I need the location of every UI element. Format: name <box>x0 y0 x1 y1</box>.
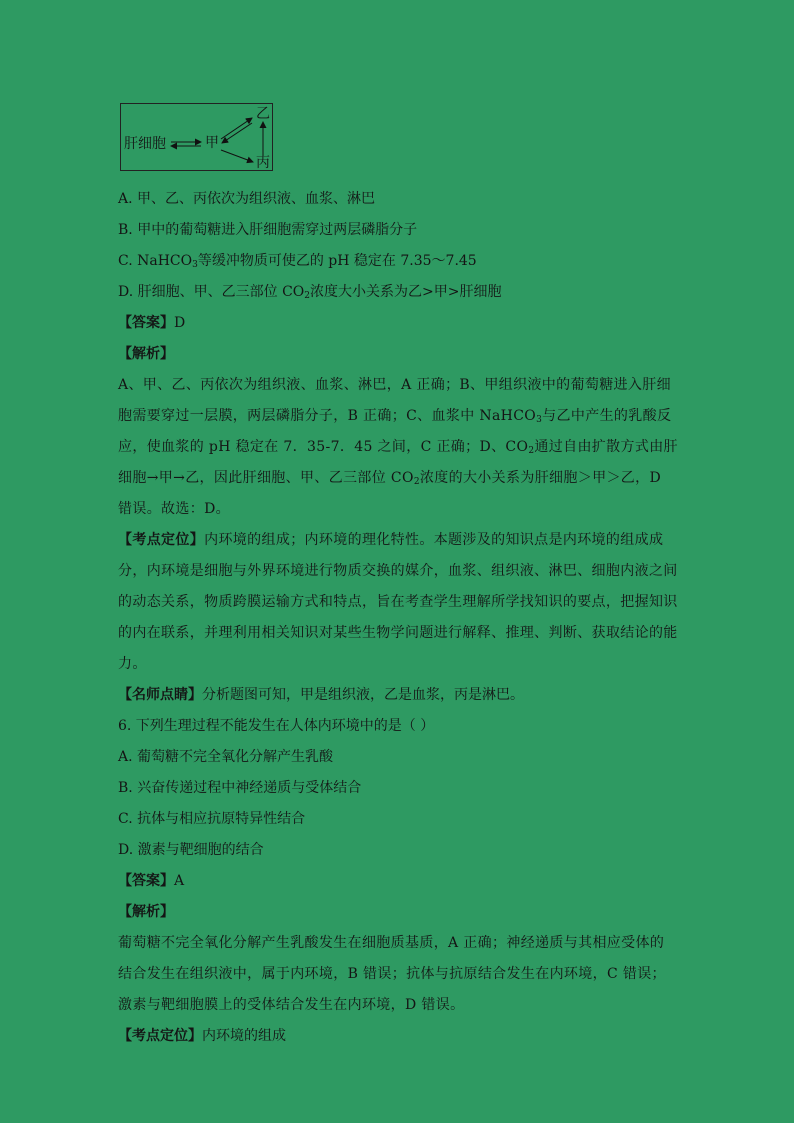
q5-mingshi-tag: 【名师点睛】 <box>118 687 202 703</box>
q6-answer-tag: 【答案】 <box>118 873 174 889</box>
q6-option-d: D. 激素与靶细胞的结合 <box>118 842 264 858</box>
label-liver-cell: 肝细胞 <box>124 136 166 152</box>
q5-analysis-text <box>118 370 678 525</box>
q5-analysis-part1: A、甲、乙、丙依次为组织液、血浆、淋巴，A 正确；B、甲组织液中的葡萄糖进入肝细胞需要穿过一层膜，两层磷脂分子，B 正确；C、血浆中 NaHCO <box>118 377 671 424</box>
q5-answer-value: D <box>174 315 186 331</box>
q6-analysis-heading: 【解析】 <box>118 904 174 920</box>
body-fluid-diagram <box>120 103 273 171</box>
q5-option-a: A. 甲、乙、丙依次为组织液、血浆、淋巴 <box>118 191 376 207</box>
q6-option-b: B. 兴奋传递过程中神经递质与受体结合 <box>118 780 362 796</box>
q6-answer <box>118 866 678 897</box>
q6-option-c: C. 抗体与相应抗原特异性结合 <box>118 811 306 827</box>
arrow-jia-to-bing <box>221 150 253 162</box>
q6-analysis-text: 葡萄糖不完全氧化分解产生乳酸发生在细胞质基质，A 正确；神经递质与其相应受体的结合发生在组织液中，属于内环境，B 错误；抗体与抗原结合发生在内环境，C 错误；激素与靶细胞膜上的受体结合发生在内环境，D 错误。 <box>118 935 666 1013</box>
q5-option-c-text: C. NaHCO <box>118 253 193 269</box>
q5-analysis-sub3: 2 <box>413 477 420 487</box>
q5-option-c-sub: 3 <box>192 260 198 270</box>
q6-stem: 6. 下列生理过程不能发生在人体内环境中的是（ ） <box>118 718 435 734</box>
q5-analysis-part2: 与乙中产生的乳酸反应，使血浆的 pH 稳定在 7．35-7．45 之间，C 正确；D、CO <box>118 408 672 455</box>
q5-mingshi-text: 分析题图可知，甲是组织液，乙是血浆，丙是淋巴。 <box>202 687 524 703</box>
q5-option-b: B. 甲中的葡萄糖进入肝细胞需穿过两层磷脂分子 <box>118 222 418 238</box>
q6-kaodian <box>118 1021 678 1052</box>
q5-answer-tag: 【答案】 <box>118 315 174 331</box>
q5-kaodian-tag: 【考点定位】 <box>118 532 205 548</box>
q5-option-d-sub: 2 <box>304 291 310 301</box>
q5-mingshi <box>118 680 678 711</box>
label-bing: 丙 <box>256 155 270 171</box>
q5-option-d <box>118 277 678 308</box>
arrow-yi-to-jia <box>222 123 252 143</box>
q6-option-a: A. 葡萄糖不完全氧化分解产生乳酸 <box>118 749 334 765</box>
label-yi: 乙 <box>256 106 270 122</box>
q5-analysis-heading: 【解析】 <box>118 346 174 362</box>
q6-kaodian-tag: 【考点定位】 <box>118 1028 202 1044</box>
q5-option-c-text-rest: 等缓冲物质可使乙的 pH 稳定在 7.35～7.45 <box>197 253 477 269</box>
q5-option-c <box>118 246 678 277</box>
q5-analysis-sub2: 2 <box>528 446 535 456</box>
arrow-jia-to-yi <box>221 118 252 139</box>
q5-option-d-text-rest: 浓度大小关系为乙>甲>肝细胞 <box>310 284 502 300</box>
q5-analysis-sub1: 3 <box>536 415 543 425</box>
q5-kaodian-text: 内环境的组成；内环境的理化特性。本题涉及的知识点是内环境的组成成分，内环境是细胞与外界环境进行物质交换的媒介，血浆、组织液、淋巴、细胞内液之间的动态关系，物质跨膜运输方式和特点，旨在考查学生理解所学找知识的要点，把握知识的内在联系，并理利用相关知识对某些生物学问题进行解释、推理、判断、获取结论的能力。 <box>118 532 678 672</box>
q5-analysis-part4: 浓度的大小关系为肝细胞＞甲＞乙，D 错误。故选：D。 <box>118 470 662 517</box>
q5-kaodian <box>118 525 678 680</box>
q6-kaodian-text: 内环境的组成 <box>202 1028 286 1044</box>
q5-answer <box>118 308 678 339</box>
q5-option-d-text: D. 肝细胞、甲、乙三部位 CO <box>118 284 305 300</box>
q5-analysis-part3: 通过自由扩散方式由肝细胞→甲→乙，因此肝细胞、甲、乙三部位 CO <box>118 439 678 486</box>
document-content <box>118 184 678 1052</box>
q6-answer-value: A <box>174 873 185 889</box>
label-jia: 甲 <box>205 135 219 151</box>
